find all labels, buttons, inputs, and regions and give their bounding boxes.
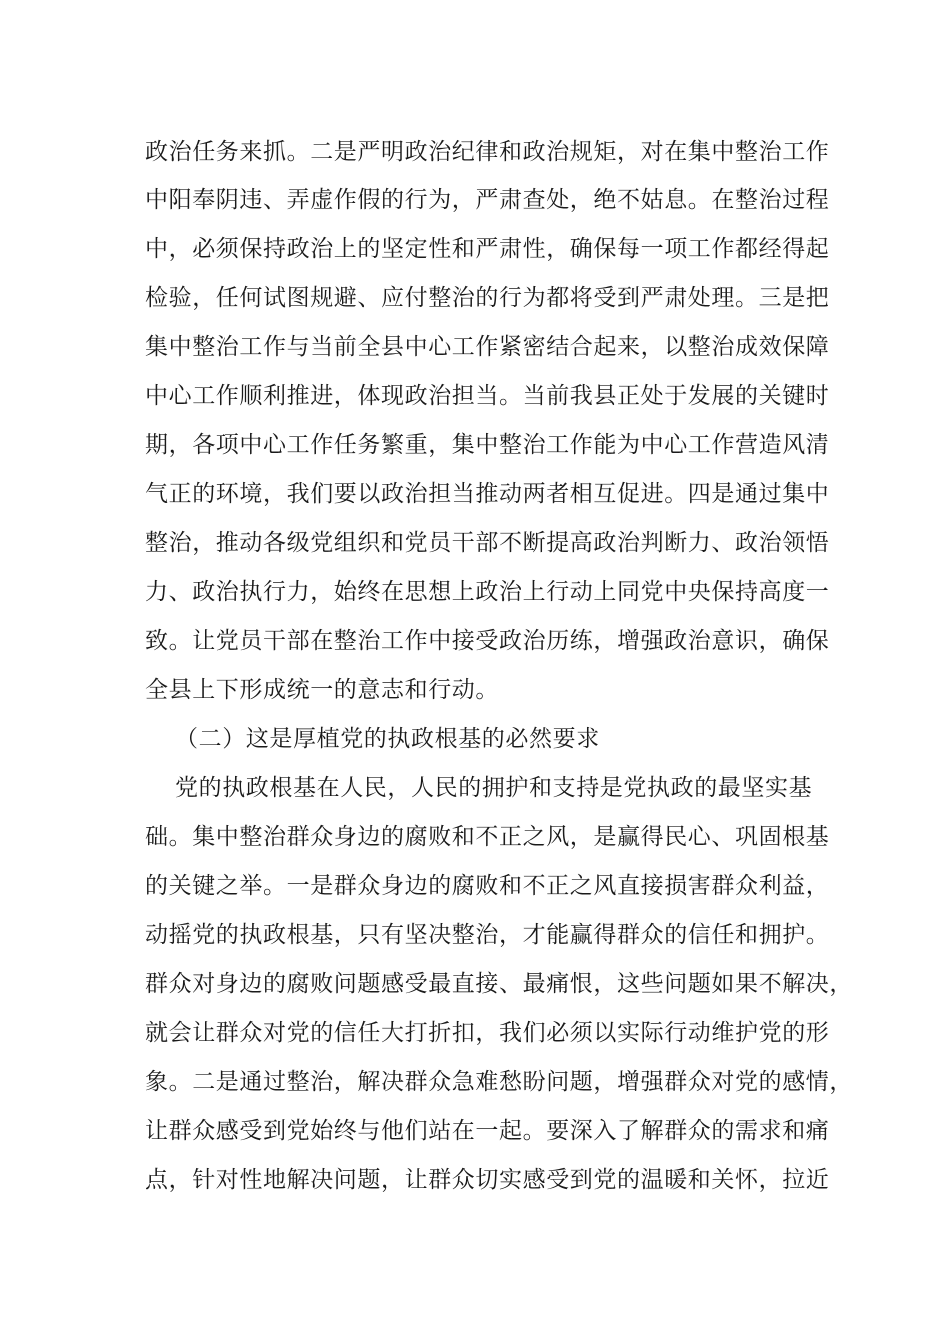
- paragraph-line: 集中整治工作与当前全县中心工作紧密结合起来，以整治成效保障: [145, 334, 830, 360]
- paragraph-line: 动摇党的执政根基，只有坚决整治，才能赢得群众的信任和拥护。: [145, 922, 830, 948]
- paragraph-line: 象。二是通过整治，解决群众急难愁盼问题，增强群众对党的感情，: [145, 1069, 853, 1095]
- paragraph-line: 中，必须保持政治上的坚定性和严肃性，确保每一项工作都经得起: [145, 236, 830, 262]
- paragraph-line: 整治，推动各级党组织和党员干部不断提高政治判断力、政治领悟: [145, 530, 830, 556]
- paragraph-line: 就会让群众对党的信任大打折扣，我们必须以实际行动维护党的形: [145, 1020, 830, 1046]
- paragraph-line: 力、政治执行力，始终在思想上政治上行动上同党中央保持高度一: [145, 579, 830, 605]
- paragraph-line: 政治任务来抓。二是严明政治纪律和政治规矩，对在集中整治工作: [145, 139, 830, 165]
- paragraph-line: 期，各项中心工作任务繁重，集中整治工作能为中心工作营造风清: [145, 432, 830, 458]
- paragraph-line: 的关键之举。一是群众身边的腐败和不正之风直接损害群众利益，: [145, 873, 830, 899]
- paragraph-line: 中心工作顺利推进，体现政治担当。当前我县正处于发展的关键时: [145, 383, 830, 409]
- paragraph-line: 础。集中整治群众身边的腐败和不正之风，是赢得民心、巩固根基: [145, 824, 830, 850]
- paragraph-line: 气正的环境，我们要以政治担当推动两者相互促进。四是通过集中: [145, 481, 830, 507]
- paragraph-line: 全县上下形成统一的意志和行动。: [145, 677, 499, 703]
- section-heading: （二）这是厚植党的执政根基的必然要求: [175, 726, 600, 752]
- paragraph-line: 党的执政根基在人民，人民的拥护和支持是党执政的最坚实基: [175, 775, 813, 801]
- paragraph-line: 点，针对性地解决问题，让群众切实感受到党的温暖和关怀，拉近: [145, 1167, 830, 1193]
- paragraph-line: 群众对身边的腐败问题感受最直接、最痛恨，这些问题如果不解决，: [145, 971, 853, 997]
- paragraph-line: 让群众感受到党始终与他们站在一起。要深入了解群众的需求和痛: [145, 1118, 830, 1144]
- paragraph-line: 检验，任何试图规避、应付整治的行为都将受到严肃处理。三是把: [145, 285, 830, 311]
- paragraph-line: 致。让党员干部在整治工作中接受政治历练，增强政治意识，确保: [145, 628, 830, 654]
- paragraph-line: 中阳奉阴违、弄虚作假的行为，严肃查处，绝不姑息。在整治过程: [145, 187, 830, 213]
